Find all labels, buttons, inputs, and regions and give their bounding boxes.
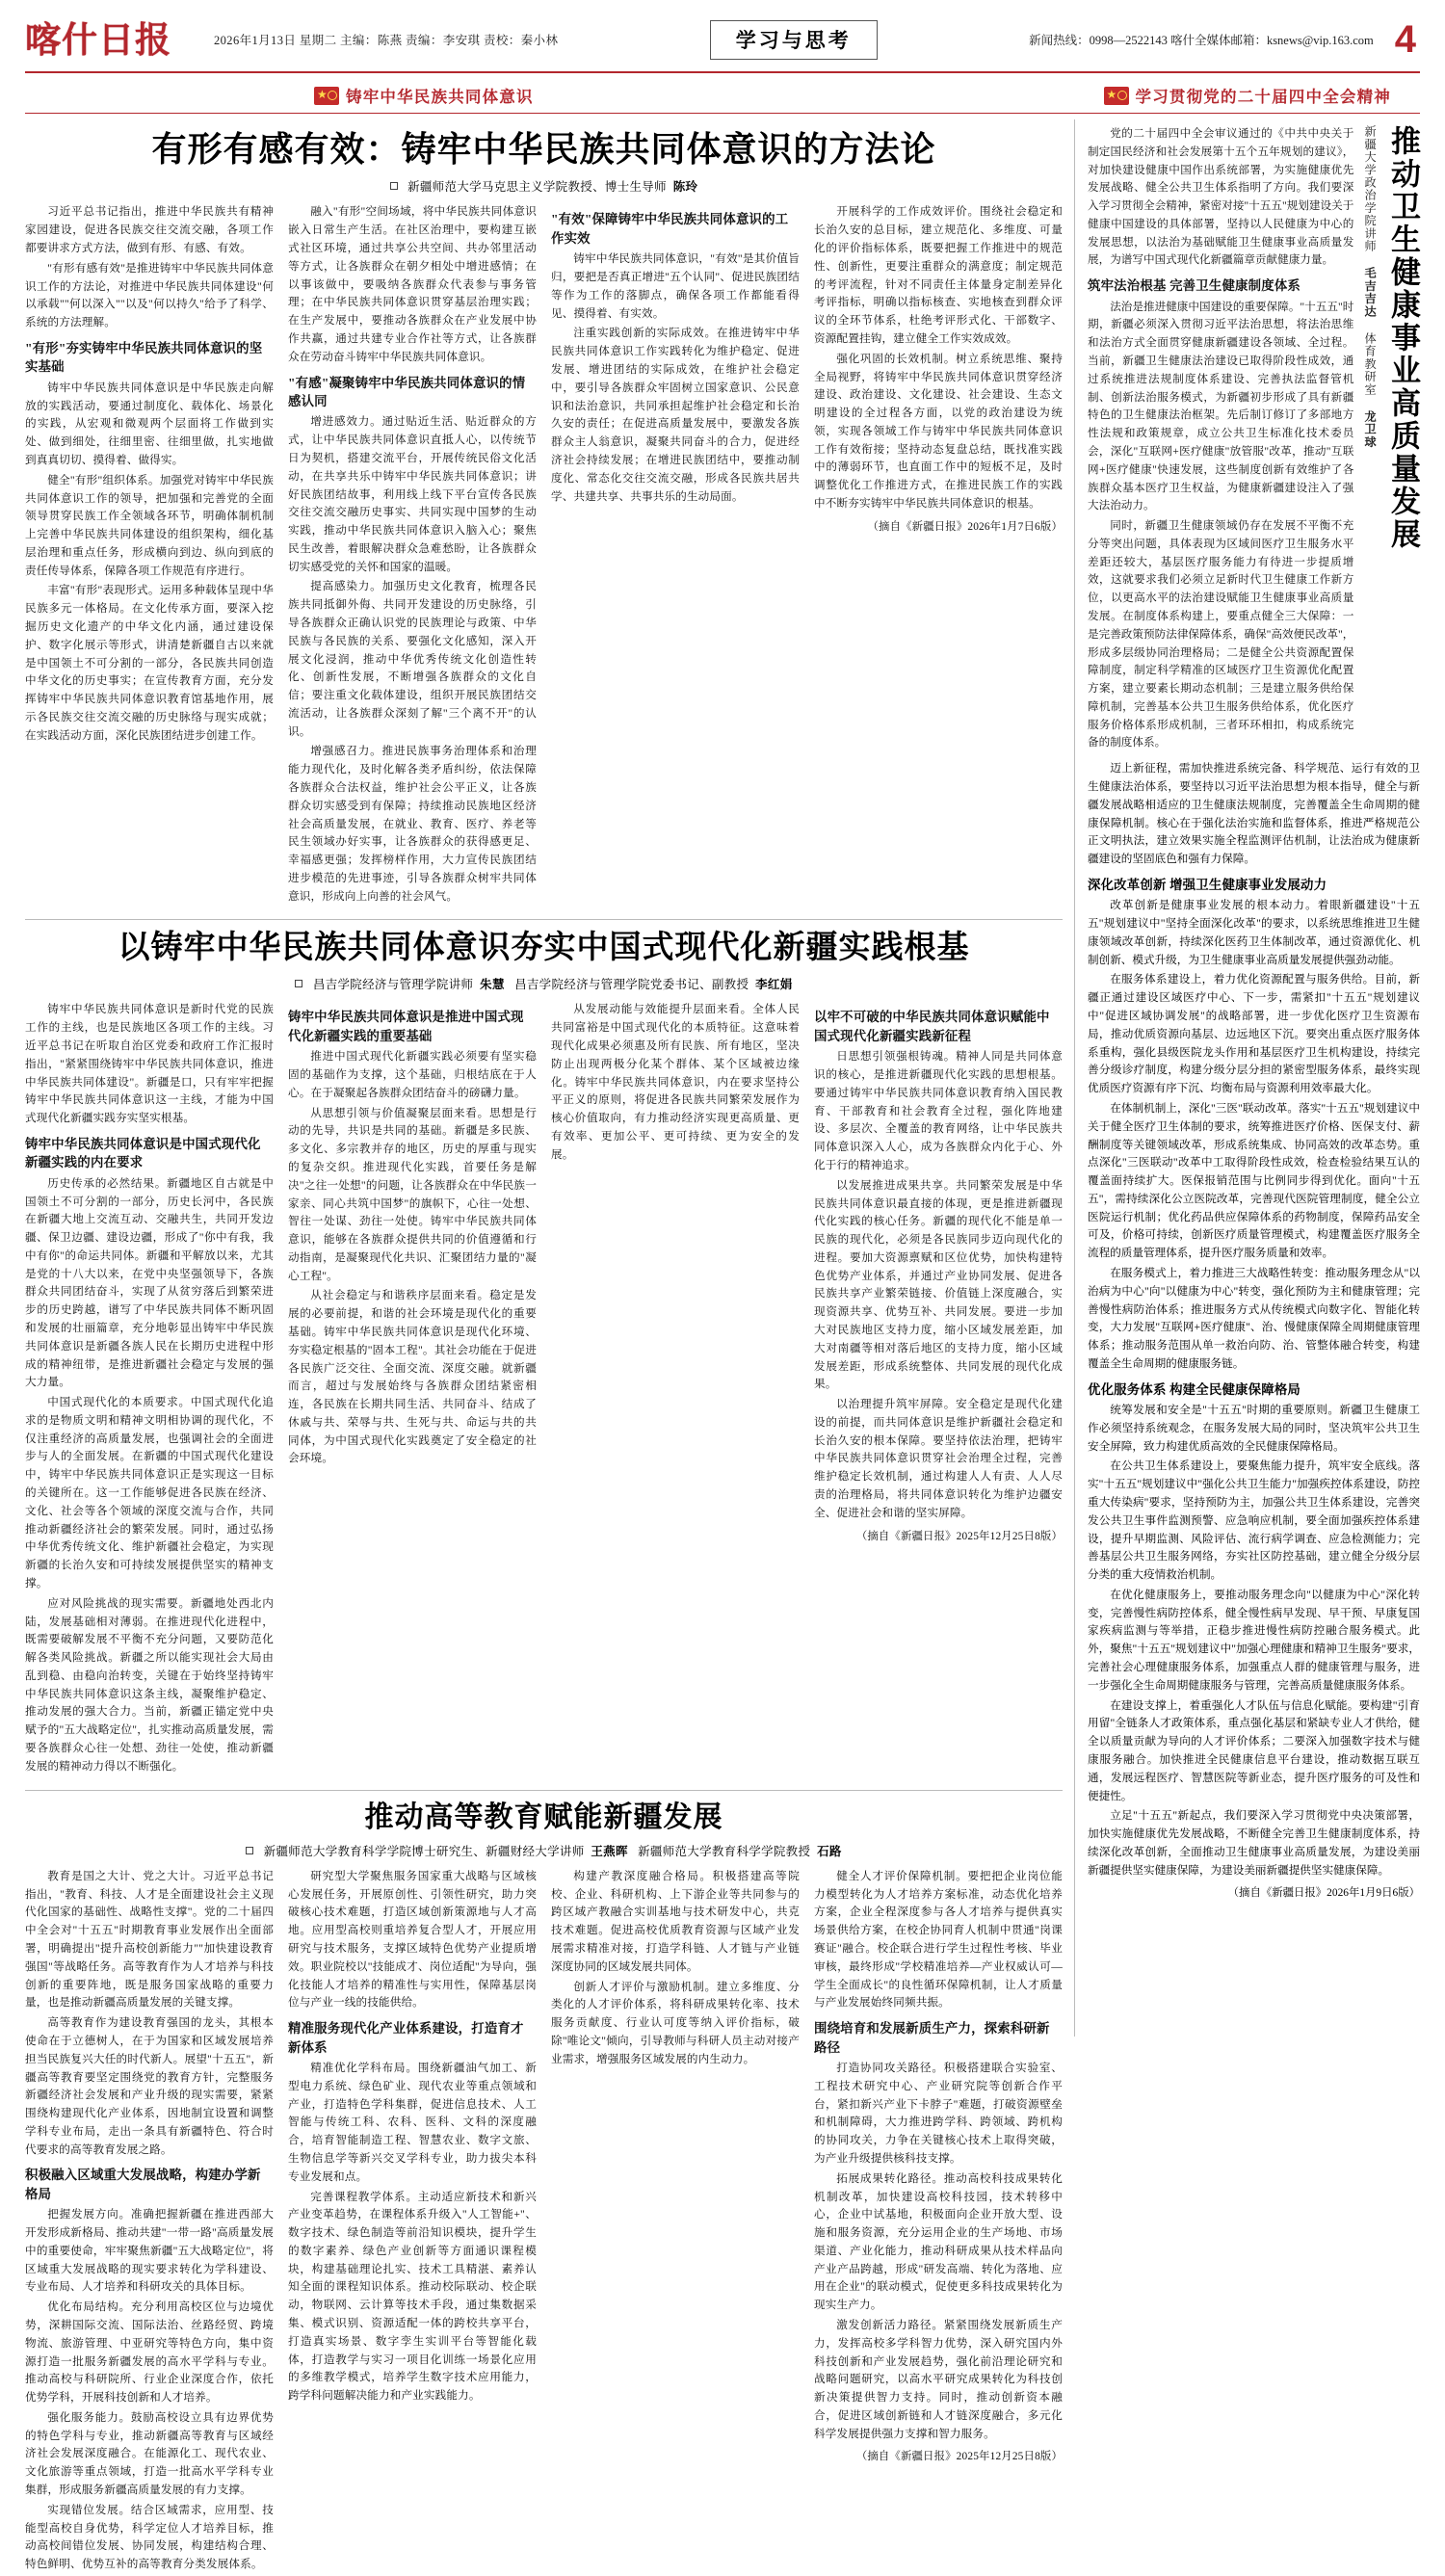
subheading: 精准服务现代化产业体系建设，打造育才新体系 — [288, 2021, 524, 2055]
article-1-headline: 有形有感有效：铸牢中华民族共同体意识的方法论 — [151, 130, 936, 169]
banner-left-label: 铸牢中华民族共同体意识 — [346, 89, 534, 106]
paragraph: 实现错位发展。结合区域需求，应用型、技能型高校自身优势，科学定位人才培养目标，推动高校间错位发展、协同发展，构建结构合理、特色鲜明、优势互补的高等教育分类发展体系。 — [25, 2503, 274, 2571]
paragraph: 融入"有形"空间场域，将中华民族共同体意识嵌入日常生产生活。在社区治理中，要构建互嵌式社区环境，通过共享公共空间、共办邻里活动等方式，让各族群众在朝夕相处中增进感情；在以事该做中，要吸纳各族群众代表参与事务管理；在中华民族共同体意识贯穿基层治理实践；在生产发展中，要推动各族群众在产业发展中协作共赢，通过共建专业合作社等方式，让各族群众在劳动奋斗铸牢中华民族共同体意识。 — [288, 205, 537, 363]
paragraph: 创新人才评价与激励机制。建立多维度、分类化的人才评价体系，将科研成果转化率、技术服务贡献度、行业认可度等纳入评价指标，破除"唯论文"倾向，引导教师与科研人员主动对接产业需求，增强服务区域发展的内生动力。 — [551, 1980, 800, 2065]
paragraph: 立足"十五五"新起点，我们要深入学习贯彻党中央决策部署，加快实施健康优先发展战略，不断健全完善卫生健康制度体系，持续深化改革创新，全面推动卫生健康事业高质量发展，为建设美丽新疆提供坚实健康保障，为建设美丽新疆提供坚实健康保障。 — [1088, 1809, 1420, 1877]
paragraph: 高等教育作为建设教育强国的龙头，其根本使命在于立德树人，在于为国家和区域发展培养担当民族复兴大任的时代新人。展望"十五五"，新疆高等教育要坚定围绕党的教育方针，完整服务新疆经济社会发展和产业升级的现实需要，紧紧围绕构建现代化产业体系，因地制宜设置和调整学科专业布局，走出一条具有新疆特色、符合时代要求的高等教育发展之路。 — [25, 2016, 274, 2156]
article-1-col-1 — [25, 203, 274, 907]
subheading: 积极融入区域重大发展战略，构建办学新格局 — [25, 2168, 261, 2201]
paragraph: 增进感效力。通过贴近生活、贴近群众的方式，让中华民族共同体意识直抵人心，以传统节日为契机，搭建交流平台，开展传统民俗文化活动，在共享共乐中铸牢中华民族共同体意识；讲好民族团结故事，利用线上线下平台宣传各民族交往交流交融历史事实、共同实现中国梦的生动实践，推动中华民族共同体意识入脑入心；聚焦民生改善，着眼解决群众急难愁盼，让各族群众切实感受党的关怀和国家的温暖。 — [288, 415, 537, 573]
byline-affiliation: 新疆师范大学马克思主义学院教授、博士生导师 — [407, 180, 667, 195]
feature-headline: 推动卫生健康事业高质量发展 — [1386, 125, 1420, 551]
article-3 — [25, 1801, 1063, 2576]
byline-author-1: 朱慧 — [480, 978, 505, 992]
paragraph: 迈上新征程，需加快推进系统完备、科学规范、运行有效的卫生健康法治体系，要坚持以习近平法治思想为根本指导，健全与新疆发展战略相适应的卫生健康法规制度，完善覆盖全生命周期的健康保障机制。核心在于强化法治实施和监督体系，推进严格规范公正文明执法，建立效果实施全程监测评估机制，让法治成为健康新疆建设的坚固底色和强有力保障。 — [1088, 762, 1420, 866]
article-1-source: （摘自《新疆日报》2026年1月7日6版） — [867, 520, 1063, 533]
paragraph: 强化巩固的长效机制。树立系统思维、聚持全局视野，将铸牢中华民族共同体意识贯穿经济建设、政治建设、文化建设、社会建设、生态文明建设的全过程各方面，以党的政治建设为统领，实现各领域工作与铸牢中华民族共同体意识工作有效衔接；坚持动态复盘总结，既找准实践中的薄弱环节，也直面工作中的短板不足，及时调整优化工作推进方式，在推进民族工作的实践中不断夯实铸牢中华民族共同体意识的根基。 — [814, 352, 1063, 510]
article-3-columns — [25, 1868, 1063, 2576]
paragraph: 从发展动能与效能提升层面来看。全体人民共同富裕是中国式现代化的本质特征。这意味着现代化成果必须惠及所有民族、所有地区，坚决防止出现两极分化某个群体、某个区域被边缘化。铸牢中华民族共同体意识，内在要求坚持公平正义的原则，将促进各民族共同繁荣发展作为核心价值取向，有力推动经济实现更高质量、更有效率、更加公平、更可持续、更为安全的发展。 — [551, 1003, 800, 1161]
paragraph: 注重实践创新的实际成效。在推进铸牢中华民族共同体意识工作实践转化为维护稳定、促进发展、增进团结的实际成效，在维护社会稳定中，要引导各族群众牢固树立国家意识、公民意识和法治意识，共同承担起维护社会稳定和长治久安的责任；在促进高质量发展中，要激发各族群众主人翁意识，凝聚共同奋斗的合力，促进经济社会持续发展；在增进民族团结中，要推动制度化、常态化交往交流交融，形成各民族共居共学、共建共享、共事共乐的生动局面。 — [551, 327, 800, 503]
paragraph: 打造协同攻关路径。积极搭建联合实验室、工程技术研究中心、产业研究院等创新合作平台，紧扣新兴产业下卡脖子"难题，打破资源壁垒和机制障碍，大力推进跨学科、跨领域、跨机构的协同攻关，力争在关键核心技术上取得突破，为产业升级提供核科技支撑。 — [814, 2062, 1063, 2165]
byline-affiliation-2: 体育教研室 — [1363, 331, 1378, 396]
section-title: 学习与思考 — [710, 20, 878, 60]
paragraph: 以治理提升筑牢屏障。安全稳定是现代化建设的前提，而共同体意识是维护新疆社会稳定和长治久安的根本保障。要坚持依法治理，把铸牢中华民族共同体意识贯穿社会治理全过程，完善维护稳定长效机制，通过构建人人有责、人人尽责的治理格局，将共同体意识转化为维护边疆安全、促进社会和谐的坚实屏障。 — [814, 1398, 1063, 1519]
paragraph: 提高感染力。加强历史文化教育，梳理各民族共同抵御外侮、共同开发建设的历史脉络，引导各族群众正确认识党的民族理论与政策、中华民族与各民族的关系、要强化文化感知，深入开展文化浸润，推动中华优秀传统文化创造性转化、创新性发展，不断增强各族群众的文化自信；要注重文化载体建设，组织开展民族团结交流活动，让各族群众深刻了解"三个离不开"的认识。 — [288, 580, 537, 738]
paragraph: 教育是国之大计、党之大计。习近平总书记指出，"教育、科技、人才是全面建设社会主义现代化国家的基础性、战略性支撑"。党的二十届四中全会对"十五五"时期教育事业发展作出全面部署，明确提出"提升高校创新能力""加快建设教育强国"等战略任务。高等教育作为人才培养与科技创新的重要阵地，既是服务国家战略的重要力量，也是推动新疆高质量发展的关键支撑。 — [25, 1869, 274, 2010]
body-grid — [25, 119, 1420, 2571]
subheading: 铸牢中华民族共同体意识是中国式现代化新疆实践的内在要求 — [25, 1136, 261, 1170]
paragraph: 改革创新是健康事业发展的根本动力。着眼新疆建设"十五五"规划建议中"坚持全面深化改革"的要求，以系统思维推进卫生健康领域改革创新，持续深化医药卫生体制改革，通过资源优化、机制创新、模式升级，为卫生健康事业高质量发展提供强劲动能。 — [1088, 899, 1420, 966]
article-1 — [25, 129, 1063, 907]
byline-affiliation: 昌吉学院经济与管理学院讲师 — [312, 978, 474, 992]
subheading: "有感"凝聚铸牢中华民族共同体意识的情感认同 — [288, 375, 526, 408]
byline-author: 陈玲 — [672, 180, 698, 195]
article-1-col-3 — [551, 203, 800, 907]
paragraph: 把握发展方向。准确把握新疆在推进西部大开发形成新格局、推动共建"一带一路"高质量发展中的重要使命，牢牢聚焦新疆"五大战略定位"，将区域重大发展战略的现实要求转化为学科建设、专业布局、人才培养和科研攻关的具体目标。 — [25, 2208, 274, 2294]
section-title-wrap — [558, 20, 1029, 60]
byline-author-1: 王燕晖 — [591, 1844, 628, 1858]
paragraph: 在体制机制上，深化"三医"联动改革。落实"十五五"规划建议中关于健全医疗卫生体制的要求，统筹推进医疗价格、医保支付、薪酬制度等关键领域改革，形成系统集成、协同高效的改革态势。重点深化"三医联动"改革中工取得阶段性成效，检查检验结果互认的覆盖面持续扩大。医保报销范围与比例同步得到优化。面向"十五五"，需持续深化公立医院改革，完善现代医院管理制度，健全公立医院运行机制；优化药品供应保障体系的药物制度，保障药品安全可及，价格可持续，创新医疗质量管理模式，构建覆盖医疗服务全流程的质量管理体系，提升医疗服务质量和效率。 — [1088, 1101, 1420, 1260]
article-2-col-1 — [25, 1001, 274, 1777]
newspaper-logo: 喀什日报 — [25, 17, 171, 61]
flag-icon — [314, 87, 339, 105]
byline-author-2: 石路 — [817, 1844, 842, 1858]
article-2-columns — [25, 1001, 1063, 1777]
paragraph: 增强感召力。推进民族事务治理体系和治理能力现代化，及时化解各类矛盾纠纷，依法保障各族群众合法权益，维护社会公平正义，让各族群众切实感受到有保障；持续推动民族地区经济社会高质量发展，在就业、教育、医疗、养老等民生领域办好实事，让各族群众的获得感更足、幸福感更强；发挥榜样作用，大力宣传民族团结进步模范的先进事迹，引导各族群众树牢共同体意识，形成向上向善的社会风气。 — [288, 745, 537, 903]
subheading: 以牢不可破的中华民族共同体意识赋能中国式现代化新疆实践新征程 — [814, 1010, 1050, 1043]
subheading: "有形"夯实铸牢中华民族共同体意识的坚实基础 — [25, 340, 263, 375]
byline-affiliation-2: 昌吉学院经济与管理学院党委书记、副教授 — [514, 978, 749, 992]
paragraph: 激发创新活力路径。紧紧围绕发展新质生产力，发挥高校多学科智力优势，深入研究国内外科技创新和产业发展趋势，强化前沿理论研究和战略问题研究，以高水平研究成果转化为科技创新决策提供智力支持。同时，推动创新资本融合，促进区域创新链和人才链深度融合，多元化科学发展提供强力支撑和智力服务。 — [814, 2318, 1063, 2440]
paragraph: 法治是推进健康中国建设的重要保障。"十五五"时期，新疆必须深入贯彻习近平法治思想，将法治思维和法治方式全面贯穿健康新疆建设各领域、全过程。当前，新疆卫生健康法治建设已取得阶段性成效，通过系统推进法规制度体系建设、完善执法监督管机制、创新法治服务模式，为新疆初步形成了具有新疆特色的卫生健康法治框架。先后制订修订了多部地方性法规和政策规章，成立公共卫生标准化技术委员会，深化"互联网+医疗健康"放管服"改革，推动"互联网+医疗健康"快速发展，这些制度创新有效维护了各族群众基本医疗卫生权益，为健康新疆建设注入了强大法治动力。 — [1088, 300, 1354, 513]
feature-byline — [1359, 125, 1379, 578]
paragraph: 从社会稳定与和谐秩序层面来看。稳定是发展的必要前提，和谐的社会环境是现代化的重要基础。铸牢中华民族共同体意识是现代化环境、夯实稳定根基的"固本工程"。其社会功能在于促进各民族广泛交往、全面交流、深度交融。就新疆而言，超过与发展始终与各族群众团结紧密相连，各民族在长期共同生活、共同奋斗、结成了休戚与共、荣辱与共、生死与共、命运与共的共同体，为中国式现代化实践奠定了安全稳定的社会环境。 — [288, 1289, 537, 1465]
paragraph: 推进中国式现代化新疆实践必须要有坚实稳固的基础作为支撑，这个基础，归根结底在于人心。在于凝聚起各族群众团结奋斗的磅礴力量。 — [288, 1050, 537, 1099]
paragraph: 从思想引领与价值凝聚层面来看。思想是行动的先导，共识是共同的基础。新疆是多民族、多文化、多宗教并存的地区，历史的厚重与现实的复杂交织。推进现代化实践，首要任务是解决"之往一处想"的问题，让各族群众在中华民族一家亲、同心共筑中国梦"的旗帜下，心往一处想、智往一处谋、劲往一处使。铸牢中华民族共同体意识，能够在各族群众提供共同的价值遵循和行动指南，是凝聚现代化共识、汇聚团结力量的"凝心工程"。 — [288, 1106, 537, 1282]
paragraph: 应对风险挑战的现实需要。新疆地处西北内陆，发展基础相对薄弱。在推进现代化进程中，既需要破解发展不平衡不充分问题，又要防范化解各类风险挑战。新疆之所以能实现社会大局由乱到稳、由稳向治转变，关键在于始终坚持铸牢中华民族共同体意识这条主线，凝聚维护稳定、推动发展的强大合力。当前，新疆正锚定党中央赋予的"五大战略定位"，扎实推动高质量发展，需要各族群众心往一处想、劲往一处使，推动新疆发展的精神动力得以不断强化。 — [25, 1596, 274, 1773]
paragraph: 同时，新疆卫生健康领域仍存在发展不平衡不充分等突出问题，具体表现为区域间医疗卫生服务水平差距还较大，基层医疗服务能力有待进一步提质增效，这就要求我们必须立足新时代卫生健康工作新方位，以更高水平的法治建设赋能卫生健康事业高质量发展。在制度体系构建上，要重点健全三大保障：一是完善政策预防法律保障体系，确保"高效便民改革"，形成多层级协同治理格局；二是健全公共资源配置保障制度，制定科学精准的区域医疗卫生资源优化配置方案，建立要素长期动态机制；三是建立服务供给保障机制，完善基本公共卫生服务供给体系，优化医疗服务价格体系形成机制，三者环环相扣，构成系统完备的制度体系。 — [1088, 519, 1354, 749]
subheading: "有效"保障铸牢中华民族共同体意识的工作实效 — [551, 212, 789, 246]
paragraph: 丰富"有形"表现形式。运用多种载体呈现中华民族多元一体格局。在文化传承方面，要深入挖掘历史文化遗产的中华文化内涵，通过建设保护、数字化展示等形式，讲清楚新疆自古以来就是中国领土不可分割的一部分，各民族共同创造中华文化的历史事实；在宣传教育方面，充分发挥铸牢中华民族共同体意识教育馆基地作用，展示各民族交往交流交融的历史脉络与现实成就；在实践活动方面，深化民族团结进步创建工作。 — [25, 584, 274, 742]
article-1-columns — [25, 203, 1063, 907]
article-2-col-2 — [288, 1001, 537, 1777]
feature-intro — [1088, 125, 1353, 754]
article-3-source: （摘自《新疆日报》2025年12月25日8版） — [855, 2451, 1063, 2463]
article-divider — [25, 919, 1063, 920]
feature-source: （摘自《新疆日报》2026年1月9日6版） — [1227, 1887, 1420, 1900]
issue-meta: 2026年1月13日 星期二 主编：陈燕 责编：李安琪 责校：秦小林 — [214, 34, 559, 47]
paragraph: 研究型大学聚焦服务国家重大战略与区域核心发展任务，开展原创性、引领性研究，助力突破核心技术难题，打造区域创新策源地与人才高地。应用型高校则重培养复合型人才，开展应用研究与技术服务，支撑区域特色优势产业提质增效。职业院校以"技能成才、岗位适配"为导向，强化技能人才培养的精准性与实用性，保障基层岗位与产业一线的技能供给。 — [288, 1869, 537, 2010]
flag-icon — [1104, 87, 1129, 105]
subheading: 优化服务体系 构建全民健康保障格局 — [1088, 1381, 1300, 1397]
article-1-col-2 — [288, 203, 537, 907]
paragraph: 健全人才评价保障机制。要把把企业岗位能力模型转化为人才培养方案标准，动态优化培养方案，企业全程深度参与各人才培养与提供真实场景供给方案，在校企协同育人机制中贯通"岗课赛证"融合。校企联合进行学生过程性考核、毕业审核，最终形成"学校精准培养—产业权威认可—学生全面成长"的良性循环保障机制，让人才质量与产业发展始终同频共振。 — [814, 1869, 1063, 2010]
byline-affiliation: 新疆师范大学教育科学学院博士研究生、新疆财经大学讲师 — [263, 1844, 585, 1858]
paragraph: 精准优化学科布局。围绕新疆油气加工、新型电力系统、绿色矿业、现代农业等重点领域和产业，打造特色学科集群，促进信息技术、人工智能与传统工科、农科、医科、文科的深度融合，培育智能制造工程、智慧农业、数字文旅、生物信息学等新兴交叉学科专业，助力拔尖本科专业发展和点。 — [288, 2062, 537, 2183]
paragraph: 在服务模式上，着力推进三大战略性转变：推动服务理念从"以治病为中心"向"以健康为中心"转变，强化预防为主和健康管理；完善慢性病防治体系；推进服务方式从传统模式向数字化、智能化转变，大力发展"互联网+医疗健康"、治、慢健康保障全周期健康管理体系；推动服务范围从单一救治向防、治、管整体融合转变，构建覆盖全生命周期的健康服务链。 — [1088, 1266, 1420, 1370]
article-2-headline: 以铸牢中华民族共同体意识夯实中国式现代化新疆实践根基 — [118, 931, 970, 966]
paragraph: 在服务体系建设上，着力优化资源配置与服务供给。目前，新疆正通过建设区域医疗中心、下一步，需紧扣"十五五"规划建议中"促进区域协调发展"的战略部署，进一步优化医疗卫生资源布局，推动优质资源向基层、边远地区下沉。要突出重点医疗服务体系重构，强化县级医院龙头作用和基层医疗卫生机构建设，持续完善分级诊疗制度，构建分级分层分担的紧密型服务体系，最终实现优质医疗资源有序下沉、均衡布局与资源利用效率最大化。 — [1088, 973, 1420, 1095]
article-3-headline: 推动高等教育赋能新疆发展 — [364, 1801, 723, 1833]
article-2-col-3 — [551, 1001, 800, 1777]
article-divider — [25, 1790, 1063, 1791]
article-1-col-4 — [814, 203, 1063, 907]
paragraph: 党的二十届四中全会审议通过的《中共中央关于制定国民经济和社会发展第十五个五年规划的建议》，对加快建设健康中国作出系统部署，为实施健康优先发展战略、健全公共卫生体系指明了方向。我们要深入学习贯彻全会精神，紧密对接"十五五"规划建设关于健康中国建设的具体部署，坚持以人民健康为中心的发展思想，以法治为基础赋能卫生健康事业高质量发展，为谱写中国式现代化新疆篇章贡献健康力量。 — [1088, 127, 1354, 267]
article-3-col-1 — [25, 1868, 274, 2576]
paragraph: 健全"有形"组织体系。加强党对铸牢中华民族共同体意识工作的领导，把加强和完善党的全面领导贯穿民族工作全领域各环节，明确体制机制上完善中华民族共同体建设的组织架构，细化基层治理和重点任务，形成横向到边、纵向到底的责任传导体系，保障各项工作规范有序进行。 — [25, 473, 274, 577]
contact-info: 新闻热线：0998—2522143 喀什全媒体邮箱：ksnews@vip.163.com — [1029, 34, 1374, 47]
byline-affiliation-2: 新疆师范大学教育科学学院教授 — [638, 1844, 811, 1858]
paragraph: 中国式现代化的本质要求。中国式现代化追求的是物质文明和精神文明相协调的现代化，不仅注重经济的高质量发展，也强调社会的全面进步与人的全面发展。在新疆的中国式现代化建设中，铸牢中华民族共同体意识正是实现这一目标的关键所在。这一工作能够促进各民族在经济、文化、社会等各个领域的深度交流与合作，共同推动新疆经济社会的繁荣发展。同时，通过弘扬中华优秀传统文化、维护新疆社会稳定，为实现新疆的长治久安和可持续发展提供坚实的精神支撑。 — [25, 1396, 274, 1590]
right-zone — [1075, 119, 1420, 2037]
paragraph: 开展科学的工作成效评价。围绕社会稳定和长治久安的总目标，建立规范化、多维度、可量化的评价指标体系，既要把握工作推进中的规范性、创新性，更要注重群众的满意度；制定规范的考评流程，针对不同责任主体量身定制差异化考评指标，明确以指标核查、实地核查到群众评议的全环节体系，杜绝考评形式化、干部数字、资源配置挂钩，建立健全工作实效成效。 — [814, 205, 1063, 345]
bullet-square-icon — [246, 1847, 253, 1854]
subheading: 深化改革创新 增强卫生健康事业发展动力 — [1088, 877, 1327, 892]
article-2-col-4 — [814, 1001, 1063, 1777]
article-2 — [25, 930, 1063, 1777]
article-3-col-3 — [551, 1868, 800, 2576]
subheading: 围绕培育和发展新质生产力，探索科研新路径 — [814, 2021, 1050, 2055]
paragraph: 历史传承的必然结果。新疆地区自古就是中国领土不可分割的一部分，历史长河中，各民族在新疆大地上交流互动、交融共生，共同开发边疆、保卫边疆、建设边疆，形成了"你中有我，我中有你"的命运共同体。新疆和平解放以来，尤其是党的十八大以来，在党中央坚强领导下，各族群众共同团结奋斗，实现了从贫穷落后到繁荣进步的历史跨越，谱写了中华民族共同体不断巩固和发展的壮丽篇章，充分地彰显出铸牢中华民族共同体意识是新疆各族人民在长期历史进程中形成的精神纽带，是推进新疆社会稳定与发展的强大力量。 — [25, 1176, 274, 1389]
left-zone — [25, 119, 1075, 2571]
paragraph: 铸牢中华民族共同体意识是中华民族走向解放的实践活动，要通过制度化、载体化、场景化的实践，从宏观和微观两个层面将工作做到实处、做到细处，往细里密、往细里做，扎实地做到真真切切、摸得着、做得实。 — [25, 381, 274, 466]
article-2-byline — [25, 975, 1063, 992]
paragraph: 在公共卫生体系建设上，要聚焦能力提升，筑牢安全底线。落实"十五五"规划建议中"强化公共卫生能力"加强疾控体系建设，防控重大传染病"要求，坚持预防为主，加强公共卫生体系建设，完善突发公共卫生事件监测预警、应急响应机制，要全面加强疾控体系建设，提升早期监测、风险评估、流行病学调查、应急检测能力；完善基层公共卫生服务网络，夯实社区防控基础，建立健全分级分层分类的重大疫情救治机制。 — [1088, 1459, 1420, 1582]
masthead — [25, 13, 1420, 73]
paragraph: 优化布局结构。充分利用高校区位与边境优势，深耕国际交流、国际法治、丝路经贸、跨境物流、旅游管理、中亚研究等特色方向，集中资源打造一批服务新疆发展的高水平学科与专业。推动高校与科研院所、行业企业深度合作，依托优势学科，开展科技创新和人才培养。 — [25, 2300, 274, 2405]
paragraph: 日思想引领强根铸魂。精神人同是共同体意识的核心，是推进新疆现代化实践的思想根基。要通过铸牢中华民族共同体意识教育纳入国民教育、干部教育和社会教育全过程，强化阵地建设、多层次、全覆盖的教育网络，让中华民族共同体意识深入人心，成为各族群众内化于心、外化于行的精神追求。 — [814, 1050, 1063, 1171]
paragraph: 强化服务能力。鼓励高校设立具有边界优势的特色学科与专业，推动新疆高等教育与区域经济社会发展深度融合。在能源化工、现代农业、文化旅游等重点领域，打造一批高水平学科专业集群，形成服务新疆高质量发展的有力支撑。 — [25, 2410, 274, 2497]
feature-article-header — [1088, 125, 1420, 754]
paragraph: 拓展成果转化路径。推动高校科技成果转化机制改革，加快建设高校科技园，技术转移中心，企业中试基地，积极面向企业开放大型、设施和服务资源，充分运用企业的生产场地、市场渠道、产业化能力，推动科研成果从技术样品向产业产品跨越，形成"研发高端、转化为落地、应用在企业"的联动模式，促使更多科技成果转化为现实生产力。 — [814, 2171, 1063, 2312]
banner-right — [1104, 84, 1392, 107]
feature-body — [1088, 760, 1420, 1903]
banner-row — [25, 82, 1420, 109]
byline-author-2: 李红娟 — [755, 978, 793, 992]
article-3-byline — [25, 1842, 1063, 1859]
banner-divider — [25, 113, 1420, 114]
byline-affiliation: 新疆大学政治学院讲师 — [1363, 125, 1378, 252]
paragraph: 以发展推进成果共享。共同繁荣发展是中华民族共同体意识最直接的体现，更是推进新疆现代化实践的核心任务。新疆的现代化不能是单一民族的现代化，必须是各民族同步迈向现代化的进程。要加大资源禀赋和区位优势，加快构建特色优势产业体系，并通过产业协同发展、促进各民族共享产业繁荣链接、价值链上深度融合，实现资源共享、优势互补、共同发展。要进一步加大对民族地区支持力度，缩小区域发展差距，加大对南疆等相对落后地区的支持力度，缩小区域发展差距，形成系统整体、共同发展的现代化成果。 — [814, 1178, 1063, 1391]
paragraph: "有形有感有效"是推进铸牢中华民族共同体意识工作的方法论，对推进中华民族共同体建设"何以承载""何以深入""以及"何以持久"给予了科学、系统的方法理解。 — [25, 261, 274, 329]
paragraph: 在建设支撑上，着重强化人才队伍与信息化赋能。要构建"引育用留"全链条人才政策体系，重点强化基层和紧缺专业人才供给，健全以质量贡献为导向的人才评价体系；二要深入加强数字技术与健康服务融合。加快推进全民健康信息平台建设，推动数据互联互通，发展远程医疗、智慧医院等新业态，提升医疗服务的可及性和便捷性。 — [1088, 1698, 1420, 1802]
paragraph: 构建产教深度融合格局。积极搭建高等院校、企业、科研机构、上下游企业等共同参与的跨区域产教融合实训基地与技术研发中心，共克技术难题。促进高校优质教育资源与区域产业发展需求精准对接，打造学科链、人才链与产业链深度协同的区域发展共同体。 — [551, 1869, 800, 1973]
article-2-source: （摘自《新疆日报》2025年12月25日8版） — [855, 1530, 1063, 1542]
banner-right-label: 学习贯彻党的二十届四中全会精神 — [1135, 89, 1391, 106]
paragraph: 铸牢中华民族共同体意识是新时代党的民族工作的主线，也是民族地区各项工作的主线。习近平总书记在听取自治区党委和政府工作汇报时指出，"紧紧围绕铸牢中华民族共同体意识，推进中华民族共同体建设"。新疆是口，只有牢牢把握铸牢中华民族共同体意识这一主线，才能为中国式现代化新疆实践夯实坚实根基。 — [25, 1003, 274, 1125]
byline-author-1: 毛吉吉达 — [1363, 267, 1378, 318]
banner-left — [314, 84, 534, 107]
article-3-col-4 — [814, 1868, 1063, 2576]
article-1-byline — [25, 177, 1063, 195]
paragraph: 铸牢中华民族共同体意识，"有效"是其价值旨归，要把是否真正增进"五个认同"、促进民族团结等作为工作的落脚点，确保各项工作都能看得见、摸得着、有实效。 — [551, 252, 800, 320]
byline-author-2: 龙卫球 — [1363, 409, 1378, 449]
article-3-col-2 — [288, 1868, 537, 2576]
paragraph: 完善课程教学体系。主动适应新技术和新兴产业变革趋势，在课程体系升级入"人工智能+"、数字技术、绿色制造等前沿知识模块，提升学生的数字素养、绿色产业创新等方面通识课程模块，构建基础理论扎实、技术工具精湛、素养认知全面的课程知识体系。推动校际联动、校企联动，物联网、云计算等技术手段，通过集数据采集、模式识别、资源适配一体的跨校共享平台，打造真实场景、数字孪生实训平台等智能化载体，打造教学与实习一项目化训练一场景化应用的多维教学模式，培养学生数字技术应用能力，跨学科问题解决能力和产业实践能力。 — [288, 2190, 537, 2403]
page-number: 4 — [1394, 18, 1416, 61]
subheading: 铸牢中华民族共同体意识是推进中国式现代化新疆实践的重要基础 — [288, 1010, 524, 1043]
paragraph: 习近平总书记指出，推进中华民族共有精神家园建设，促进各民族交往交流交融，各项工作都要讲求方式方法，做到有形、有感、有效。 — [25, 205, 274, 255]
paragraph: 统筹发展和安全是"十五五"时期的重要原则。新疆卫生健康工作必须坚持系统观念，在服务发展大局的同时，坚决筑牢公共卫生安全屏障，致力构建优质高效的全民健康保障格局。 — [1088, 1404, 1420, 1453]
bullet-square-icon — [295, 980, 302, 987]
paragraph: 在优化健康服务上，要推动服务理念向"以健康为中心"深化转变，完善慢性病防控体系，健全慢性病早发现、早干预、早康复国家疾病监测与等举措，正稳步推进慢性病防控融合服务模式。此外，聚焦"十五五"规划建议中"加强心理健康和精神卫生服务"要求，完善社会心理健康服务体系，加强重点人群的健康管理与服务，进一步强化全生命周期健康服务与管理，完善高质量健康服务体系。 — [1088, 1588, 1420, 1692]
bullet-square-icon — [390, 182, 398, 190]
subheading: 筑牢法治根基 完善卫生健康制度体系 — [1088, 278, 1300, 294]
